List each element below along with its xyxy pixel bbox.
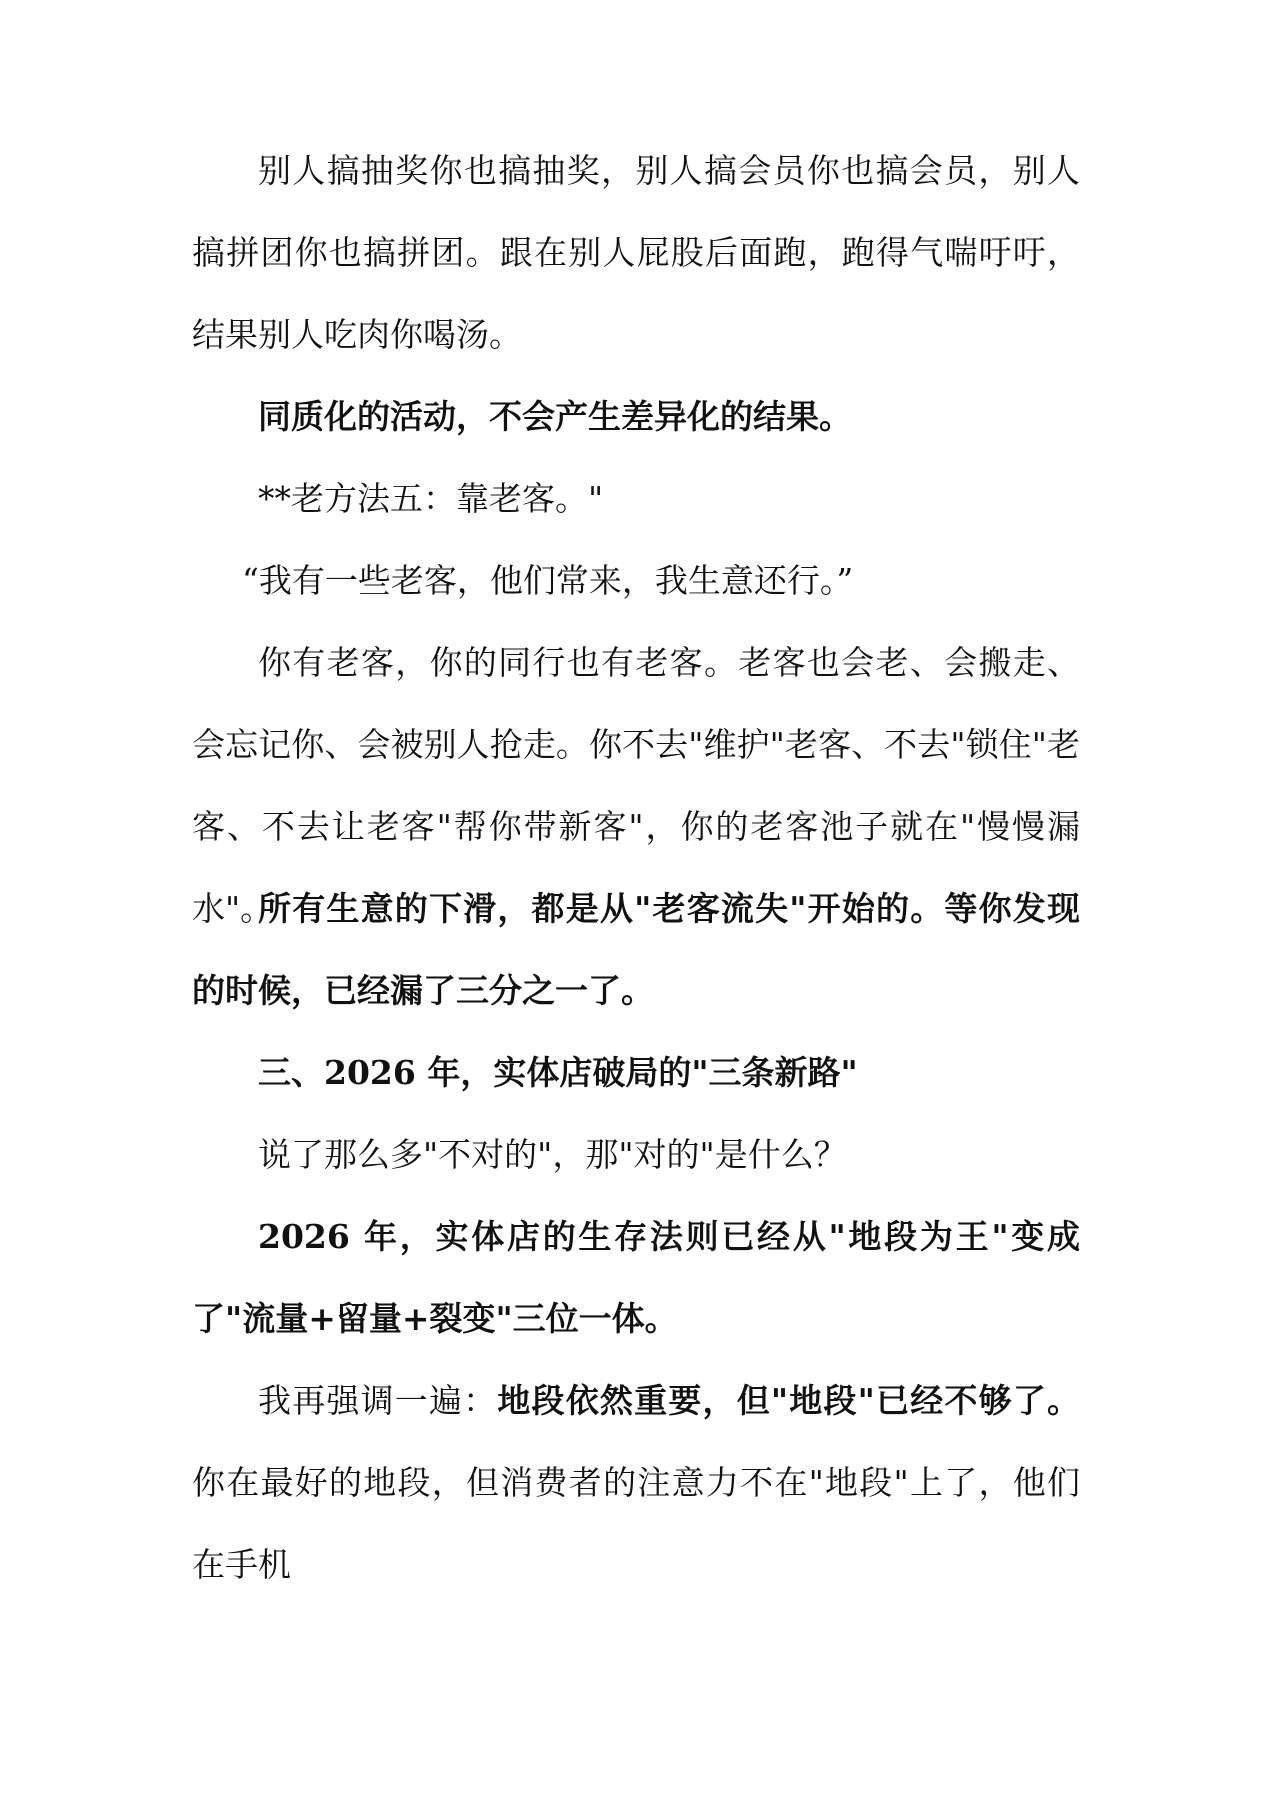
paragraph-lead-text: 我再强调一遍： xyxy=(258,1381,498,1420)
paragraph-location-not-enough xyxy=(192,1360,1080,1606)
paragraph-old-customers-leak: 你有老客，你的同行也有老客。老客也会老、会搬走、会忘记你、会被别人抢走。你不去"维护"老客、不去"锁住"老客、不去让老客"帮你带新客"，你的老客池子就在"慢慢漏水"。 xyxy=(192,643,1080,928)
paragraph-emphasis-text: 地段依然重要，但"地段"已经不够了。 xyxy=(497,1381,1081,1420)
paragraph-homogenization-conclusion: 同质化的活动，不会产生差异化的结果。 xyxy=(258,397,852,436)
section-heading-three-new-paths: 三、2026 年，实体店破局的"三条新路" xyxy=(258,1053,858,1092)
paragraph-what-is-right: 说了那么多"不对的"，那"对的"是什么？ xyxy=(258,1135,847,1174)
paragraph-rest-text: 你在最好的地段，但消费者的注意力不在"地段"上了，他们在手机 xyxy=(192,1463,1080,1584)
paragraph-quote-old-customers: “我有一些老客，他们常来，我生意还行。” xyxy=(242,561,854,600)
heading-old-method-five: **老方法五：靠老客。" xyxy=(258,479,604,518)
paragraph-decline-starts-with-churn: 所有生意的下滑，都是从"老客流失"开始的。等你发现的时候，已经漏了三分之一了。 xyxy=(192,889,1080,1010)
paragraph-copycat-activities: 别人搞抽奖你也搞抽奖，别人搞会员你也搞会员，别人搞拼团你也搞拼团。跟在别人屁股后面跑，跑得气喘吁吁，结果别人吃肉你喝汤。 xyxy=(192,151,1080,354)
paragraph-survival-rule-2026: 2026 年，实体店的生存法则已经从"地段为王"变成了"流量+留量+裂变"三位一体。 xyxy=(192,1217,1080,1338)
